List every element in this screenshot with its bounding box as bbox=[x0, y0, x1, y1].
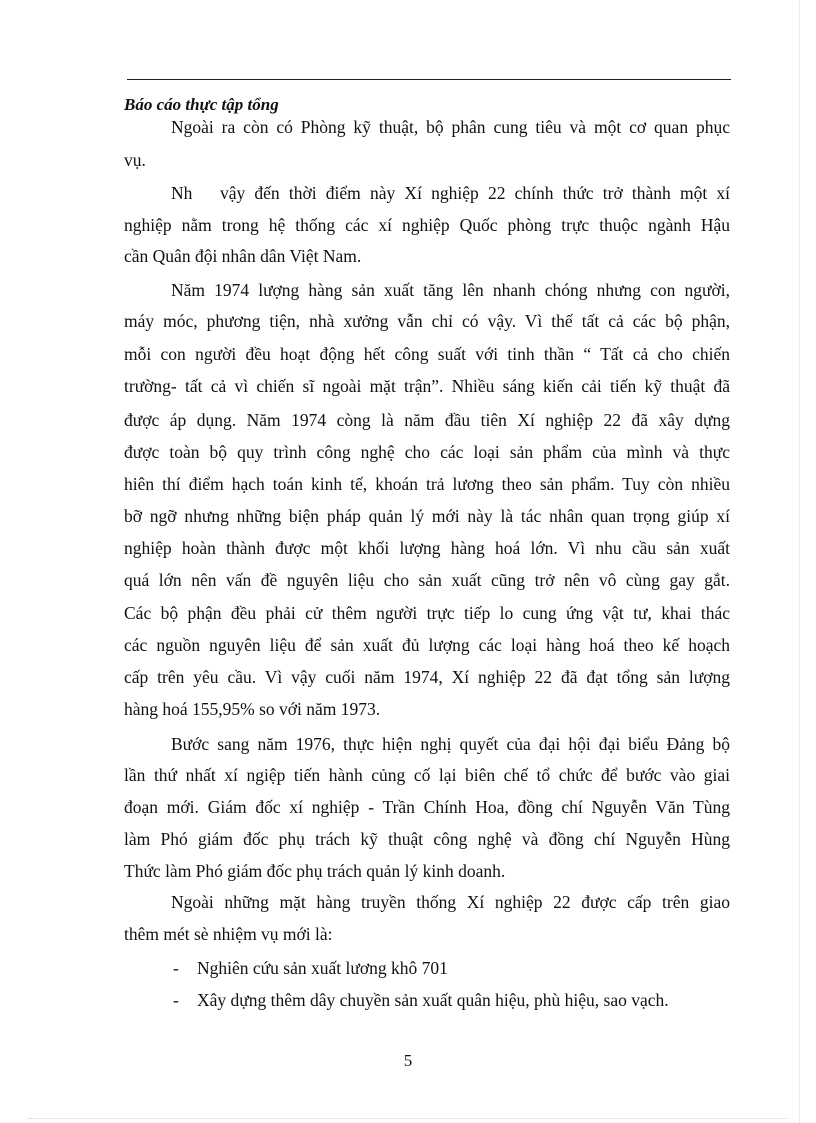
text-line: Năm 1974 lượng hàng sản xuất tăng lên nhanh chóng nhưng con người, bbox=[171, 280, 730, 300]
text-line: mỗi con người đều hoạt động hết công suất với tinh thần “ Tất cả cho chiến bbox=[124, 344, 730, 364]
text-line: được toàn bộ quy trình công nghệ cho các loại sản phẩm của mình và thực bbox=[124, 442, 730, 462]
text-line: Thức làm Phó giám đốc phụ trách quản lý kinh doanh. bbox=[124, 861, 506, 881]
bullet-mark: - bbox=[173, 958, 179, 978]
running-header: Báo cáo thực tập tổng bbox=[124, 95, 279, 114]
text-line: hàng hoá 155,95% so với năm 1973. bbox=[124, 699, 381, 719]
text-line: Ngoài những mặt hàng truyền thống Xí nghiệp 22 được cấp trên giao bbox=[171, 892, 730, 912]
text-line: cần Quân đội nhân dân Việt Nam. bbox=[124, 246, 362, 266]
bullet-text: Xây dựng thêm dây chuyền sản xuất quân hiệu, phù hiệu, sao vạch. bbox=[197, 990, 669, 1010]
text-line: trường- tất cả vì chiến sĩ ngoài mặt trận”. Nhiều sáng kiến cải tiến kỹ thuật đã bbox=[124, 376, 730, 396]
text-line: vụ. bbox=[124, 150, 146, 170]
text-line: Các bộ phận đều phải cử thêm người trực tiếp lo cung ứng vật tư, khai thác bbox=[124, 603, 730, 623]
header-rule bbox=[127, 79, 731, 80]
text-line: lần thứ nhất xí ngiệp tiến hành củng cố lại biên chế tổ chức để bước vào giai bbox=[124, 765, 730, 785]
text-line: nghiệp nằm trong hệ thống các xí nghiệp Quốc phòng trực thuộc ngành Hậu bbox=[124, 215, 730, 235]
text-line: thêm mét sè nhiệm vụ mới là: bbox=[124, 924, 333, 944]
text-line: cấp trên yêu cầu. Vì vậy cuối năm 1974, Xí nghiệp 22 đã đạt tổng sản lượng bbox=[124, 667, 730, 687]
text-line: Ngoài ra còn có Phòng kỹ thuật, bộ phân cung tiêu và một cơ quan phục bbox=[171, 117, 730, 137]
text-line: bỡ ngỡ nhưng những biện pháp quản lý mới này là tác nhân quan trọng giúp xí bbox=[124, 506, 730, 526]
text-line: Nh vậy đến thời điểm này Xí nghiệp 22 chính thức trở thành một xí bbox=[171, 183, 730, 203]
text-line: được áp dụng. Năm 1974 còng là năm đầu tiên Xí nghiệp 22 đã xây dựng bbox=[124, 410, 730, 430]
text-line: hiên thí điểm hạch toán kinh tế, khoán trả lương theo sản phẩm. Tuy còn nhiều bbox=[124, 474, 730, 494]
page-edge-right bbox=[799, 0, 800, 1123]
page-edge-bottom bbox=[28, 1118, 788, 1119]
text-line: máy móc, phương tiện, nhà xưởng vẫn chỉ có vậy. Vì thế tất cả các bộ phận, bbox=[124, 311, 730, 331]
bullet-mark: - bbox=[173, 990, 179, 1010]
text-line: các nguồn nguyên liệu để sản xuất đủ lượng các loại hàng hoá theo kế hoạch bbox=[124, 635, 730, 655]
text-line: làm Phó giám đốc phụ trách kỹ thuật công nghệ và đồng chí Nguyễn Hùng bbox=[124, 829, 730, 849]
page-number: 5 bbox=[403, 1051, 413, 1070]
text-line: Bước sang năm 1976, thực hiện nghị quyết của đại hội đại biểu Đảng bộ bbox=[171, 734, 730, 754]
text-line: quá lớn nên vấn đề nguyên liệu cho sản xuất cũng trở nên vô cùng gay gắt. bbox=[124, 570, 730, 590]
text-line: đoạn mới. Giám đốc xí nghiệp - Trần Chính Hoa, đồng chí Nguyễn Văn Tùng bbox=[124, 797, 730, 817]
text-line: nghiệp hoàn thành được một khối lượng hàng hoá lớn. Vì nhu cầu sản xuất bbox=[124, 538, 730, 558]
bullet-text: Nghiên cứu sản xuất lương khô 701 bbox=[197, 958, 448, 978]
